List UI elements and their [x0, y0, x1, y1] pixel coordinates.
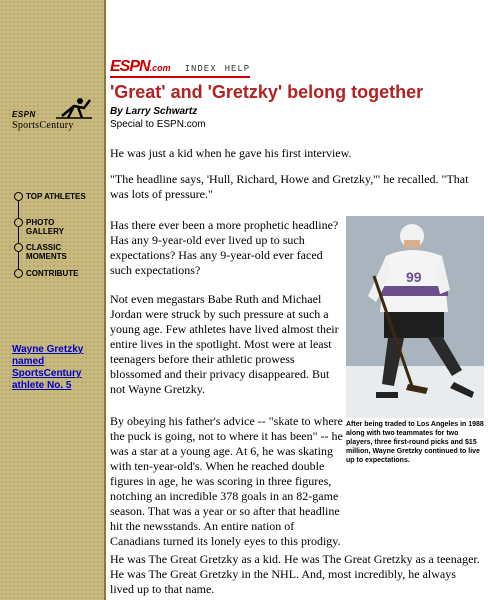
- photo-caption: After being traded to Los Angeles in 1988 along with two teammates for two players, three first-round picks and $15 million, Wayne Gretzky continued to live up to expectations.: [346, 421, 484, 464]
- espn-logo-suffix: .com: [149, 63, 171, 73]
- logo-title: SportsCentury: [12, 120, 74, 131]
- nav-bullet-icon: [14, 192, 23, 201]
- paragraph: By obeying his father's advice -- "skate to where the puck is going, not to where it has been" -- he was a star at a young age. At 6, he was skating with ten-year-old's. When he reached double figures in age, he was scoring in three figures, notching an incredible 378 goals in an 82-game season. That was a year or so after that headline hit the newsstands. An entire nation of Canadians turned its lonely eyes to this prodigy.: [110, 414, 343, 548]
- article-byline: By Larry Schwartz: [110, 106, 198, 117]
- header-rule: [110, 76, 250, 78]
- logo-brand: ESPN: [12, 110, 36, 119]
- feature-link-gretzky[interactable]: Wayne Gretzky named SportsCentury athlete No. 5: [12, 344, 84, 391]
- paragraph: He was The Great Gretzky as a kid. He was The Great Gretzky as a teenager. He was The Great Gretzky in the NHL. And, most incredibly, he always lived up to that name.: [110, 552, 480, 596]
- espn-logo[interactable]: ESPN: [110, 58, 150, 75]
- gretzky-photo: [346, 216, 484, 418]
- nav-connector-line: [18, 200, 19, 278]
- nav-label: PHOTO GALLERY: [26, 218, 64, 236]
- help-link[interactable]: HELP: [224, 64, 251, 74]
- paragraph: Has there ever been a more prophetic headline? Has any 9-year-old ever lived up to such expectations? Has any 9-year-old ever faced such expectations?: [110, 218, 339, 277]
- nav-label: TOP ATHLETES: [26, 192, 86, 201]
- top-navigation: [110, 58, 250, 76]
- sportscentury-logo[interactable]: [8, 96, 100, 136]
- paragraph-wrap-left: [110, 414, 346, 549]
- sidebar-divider: [104, 0, 106, 600]
- index-link[interactable]: INDEX: [184, 64, 217, 74]
- paragraph: He was just a kid when he gave his first interview.: [110, 146, 352, 160]
- article-source: Special to ESPN.com: [110, 119, 206, 130]
- nav-bullet-icon: [14, 269, 23, 278]
- nav-label: CONTRIBUTE: [26, 269, 79, 278]
- nav-label: CLASSIC MOMENTS: [26, 243, 67, 261]
- jersey-number: 99: [406, 269, 422, 285]
- article-headline: 'Great' and 'Gretzky' belong together: [110, 82, 424, 102]
- sidebar: [0, 0, 104, 600]
- paragraph: Not even megastars Babe Ruth and Michael Jordan were struck by such pressure at such a young age. Few athletes have lived almost their entire lives in the spotlight. Most were at least teenagers before their athletic prowess blossomed and their privacy disappeared. But not Wayne Gretzky.: [110, 292, 339, 396]
- athlete-silhouette-icon: [54, 96, 94, 120]
- nav-bullet-icon: [14, 243, 23, 252]
- nav-bullet-icon: [14, 218, 23, 227]
- paragraph: "The headline says, 'Hull, Richard, Howe and Gretzky,'" he recalled. "That was lots of pressure.": [110, 172, 469, 201]
- hockey-player-image: [346, 216, 484, 418]
